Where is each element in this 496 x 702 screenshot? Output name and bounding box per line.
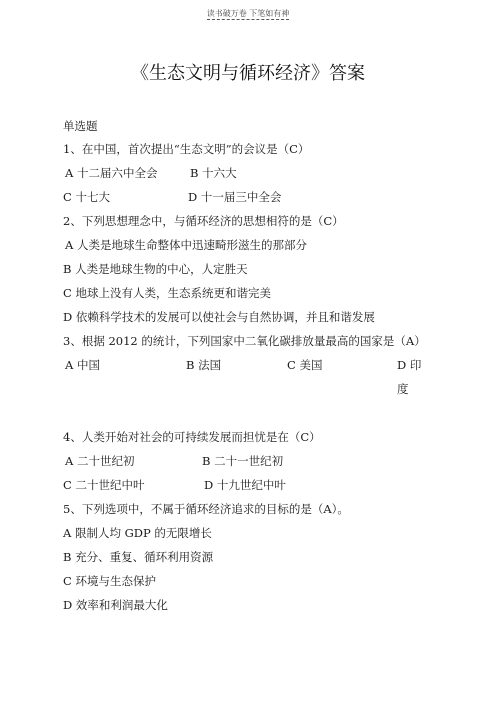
- question-5-option-a: A 限制人均 GDP 的无限增长: [63, 526, 212, 540]
- option-c: C 十七大: [63, 190, 110, 204]
- option-a: A 二十世纪初: [65, 454, 135, 468]
- option-d: D 印度: [397, 358, 422, 396]
- question-3-stem: 3、根据 2012 的统计，下列国家中二氧化碳排放量最高的国家是（A）: [63, 334, 426, 348]
- page-title: 《生态文明与循环经济》答案: [131, 63, 365, 84]
- question-5-option-b: B 充分、重复、循环利用资源: [63, 550, 214, 564]
- header-banner-text: 读书破万卷 下笔如有神: [206, 9, 290, 18]
- question-2-option-a: A 人类是地球生命整体中迅速畸形滋生的那部分: [65, 238, 307, 252]
- option-a: A 十二届六中全会: [65, 166, 158, 180]
- question-1-stem: 1、在中国，首次提出“生态文明”的会议是（C）: [63, 142, 310, 156]
- question-2-option-b: B 人类是地球生物的中心，人定胜天: [63, 262, 248, 276]
- option-b: B 二十一世纪初: [202, 454, 284, 468]
- section-heading: 单选题: [63, 119, 98, 133]
- question-2-stem: 2、下列思想理念中，与循环经济的思想相符的是（C）: [63, 214, 344, 228]
- question-4-stem: 4、人类开始对社会的可持续发展而担忧是在（C）: [63, 430, 321, 444]
- option-b: B 十六大: [190, 166, 237, 180]
- header-banner: [0, 9, 496, 19]
- question-5-option-d: D 效率和利润最大化: [63, 598, 168, 612]
- question-5-stem: 5、下列选项中，不属于循环经济追求的目标的是（A）。: [63, 502, 349, 516]
- option-d: D 十九世纪中叶: [204, 478, 286, 492]
- option-c: C 美国: [287, 358, 323, 372]
- question-2-option-d: D 依赖科学技术的发展可以使社会与自然协调，并且和谐发展: [63, 310, 375, 324]
- option-c: C 二十世纪中叶: [63, 478, 145, 492]
- option-b: B 法国: [186, 358, 222, 372]
- option-a: A 中国: [65, 358, 100, 372]
- option-d: D 十一届三中全会: [188, 190, 282, 204]
- question-5-option-c: C 环境与生态保护: [63, 574, 156, 588]
- question-2-option-c: C 地球上没有人类，生态系统更和谐完美: [63, 286, 271, 300]
